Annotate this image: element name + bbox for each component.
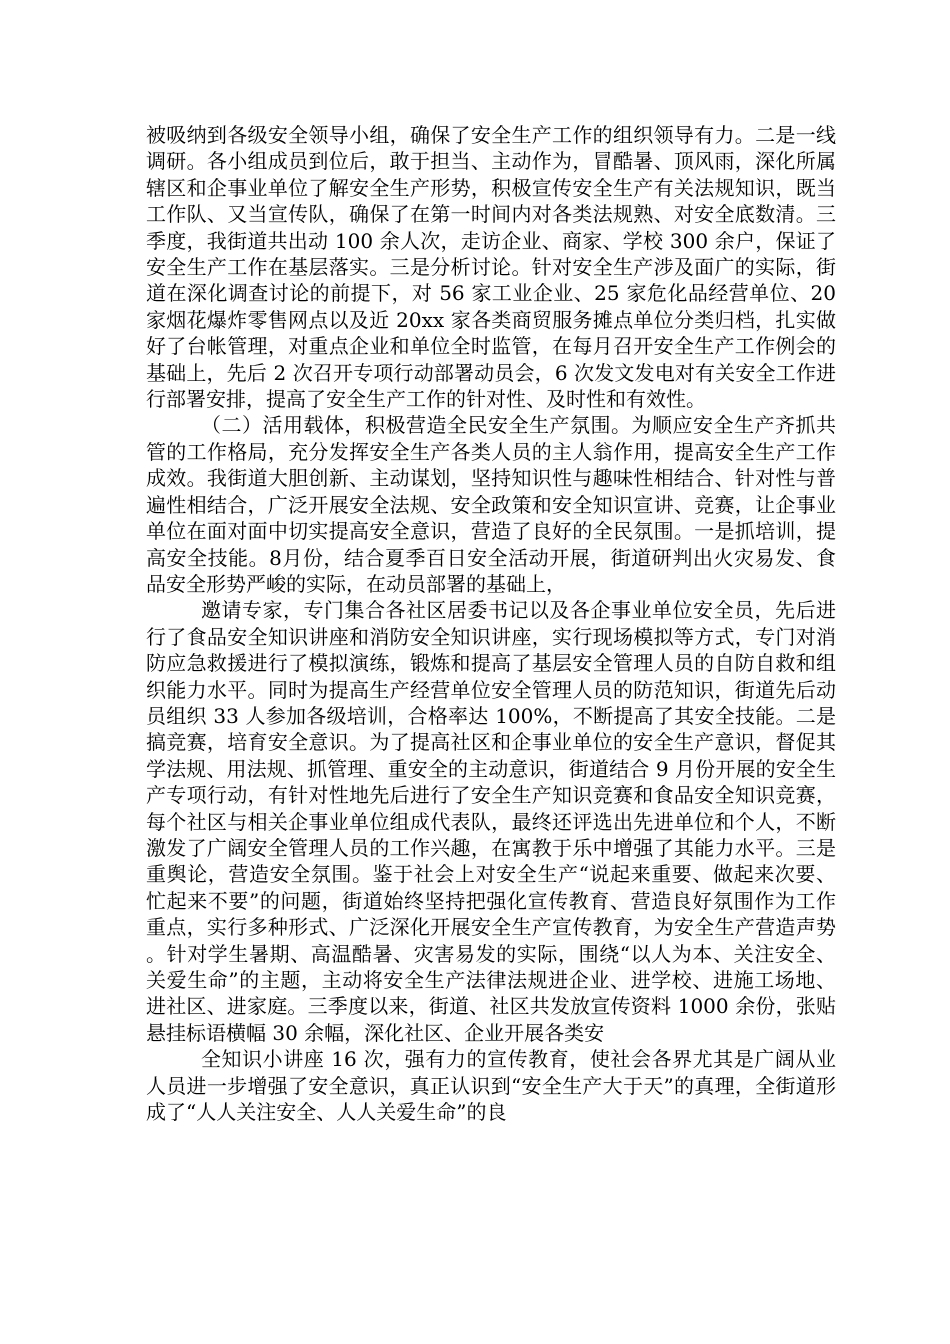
paragraph-3: 邀请专家，专门集合各社区居委书记以及各企事业单位安全员，先后进行了食品安全知识讲座和消防安全知识讲座，实行现场模拟等方式，专门对消防应急救援进行了模拟演练，锻炼和提高了基层安全管理人员的自防自救和组织能力水平。同时为提高生产经营单位安全管理人员的防范知识，街道先后动员组织 33 人参加各级培训，合格率达 100%，不断提高了其安全技能。二是搞竞赛，培育安全意识。为了提高社区和企事业单位的安全生产意识，督促其学法规、用法规、抓管理、重安全的主动意识，街道结合 9 月份开展的安全生产专项行动，有针对性地先后进行了安全生产知识竞赛和食品安全知识竞赛，每个社区与相关企事业单位组成代表队，最终还评选出先进单位和个人，不断激发了广阔安全管理人员的工作兴趣，在寓教于乐中增强了其能力水平。三是重舆论，营造安全氛围。鉴于社会上对安全生产“说起来重要、做起来次要、忙起来不要”的问题，街道始终坚持把强化宣传教育、营造良好氛围作为工作重点，实行多种形式、广泛深化开展安全生产宣传教育，为安全生产营造声势。针对学生暑期、高温酷暑、灾害易发的实际，围绕“以人为本、关注安全、关爱生命”的主题，主动将安全生产法律法规进企业、进学校、进施工场地、进社区、进家庭。三季度以来，街道、社区共发放宣传资料 1000 余份，张贴悬挂标语横幅 30 余幅，深化社区、企业开展各类安 (146, 598, 836, 1045)
document-body (146, 122, 836, 1125)
paragraph-4: 全知识小讲座 16 次，强有力的宣传教育，使社会各界尤其是广阔从业人员进一步增强了安全意识，真正认识到“安全生产大于天”的真理，全街道形成了“人人关注安全、人人关爱生命”的良 (146, 1047, 836, 1125)
paragraph-1: 被吸纳到各级安全领导小组，确保了安全生产工作的组织领导有力。二是一线调研。各小组成员到位后，敢于担当、主动作为，冒酷暑、顶风雨，深化所属辖区和企事业单位了解安全生产形势，积极宣传安全生产有关法规知识，既当工作队、又当宣传队，确保了在第一时间内对各类法规熟、对安全底数清。三季度，我街道共出动 100 余人次，走访企业、商家、学校 300 余户，保证了安全生产工作在基层落实。三是分析讨论。针对安全生产涉及面广的实际，街道在深化调查讨论的前提下，对 56 家工业企业、25 家危化品经营单位、20 家烟花爆炸零售网点以及近 20xx 家各类商贸服务摊点单位分类归档，扎实做好了台帐管理，对重点企业和单位全时监管，在每月召开安全生产工作例会的基础上，先后 2 次召开专项行动部署动员会，6 次发文发电对有关安全工作进行部署安排，提高了安全生产工作的针对性、及时性和有效性。 (146, 123, 836, 412)
paragraph-2: （二）活用载体，积极营造全民安全生产氛围。为顺应安全生产齐抓共管的工作格局，充分发挥安全生产各类人员的主人翁作用，提高安全生产工作成效。我街道大胆创新、主动谋划，坚持知识性与趣味性相结合、针对性与普遍性相结合，广泛开展安全法规、安全政策和安全知识宣讲、竞赛，让企事业单位在面对面中切实提高安全意识，营造了良好的全民氛围。一是抓培训，提高安全技能。8月份，结合夏季百日安全活动开展，街道研判出火灾易发、食品安全形势严峻的实际，在动员部署的基础上， (146, 413, 836, 596)
